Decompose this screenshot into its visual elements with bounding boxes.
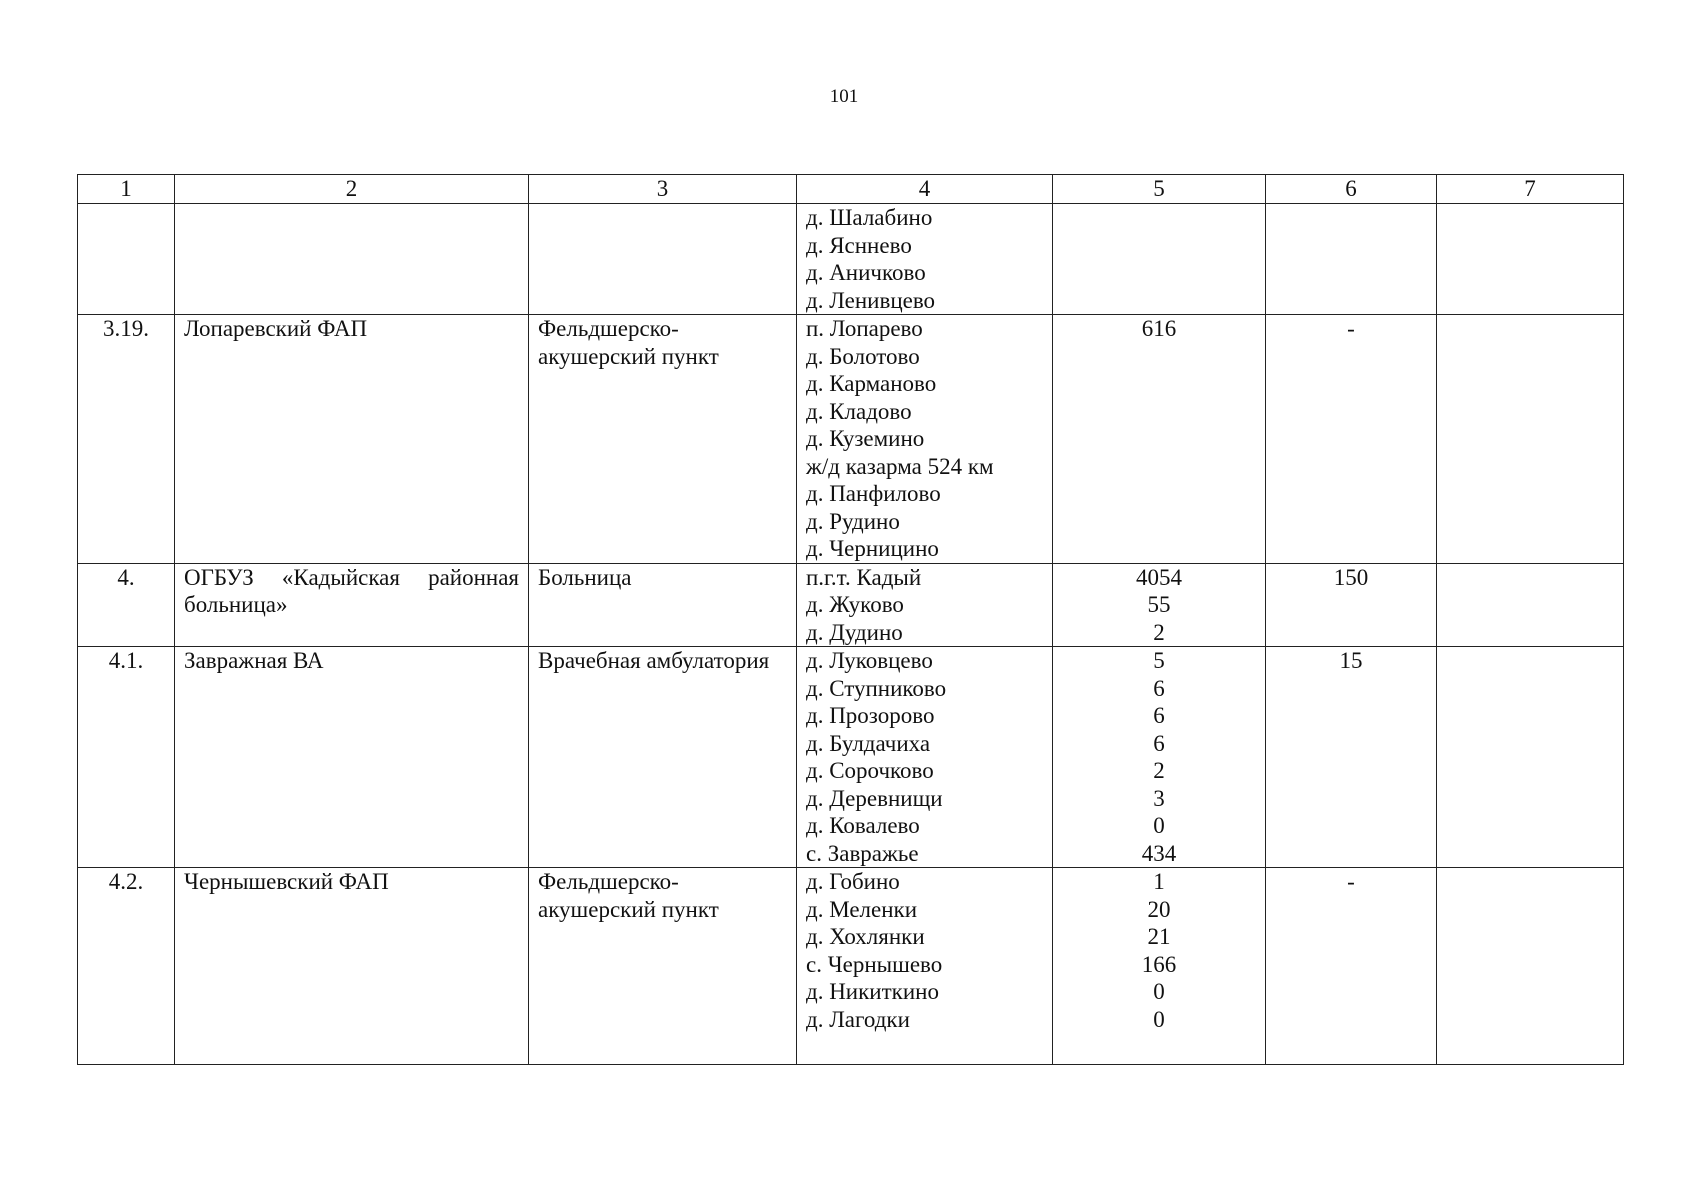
population-cell <box>1053 647 1266 868</box>
column-header-4: 4 <box>797 175 1053 204</box>
settlement-name: д. Карманово <box>806 371 937 396</box>
facility-type-line: акушерский пункт <box>538 343 719 369</box>
settlement-name: д. Жуково <box>806 592 904 617</box>
population-value: 166 <box>1141 951 1177 977</box>
facilities-table <box>77 174 1624 1065</box>
population-value: 21 <box>1147 924 1171 949</box>
notes-cell <box>1437 868 1624 1065</box>
settlements-cell <box>797 563 1053 647</box>
population-value: 0 <box>1153 1006 1165 1032</box>
facility-type <box>529 868 797 1065</box>
settlement-name: с. Завражье <box>806 840 919 866</box>
settlement-name: д. Рудино <box>806 508 900 534</box>
settlement-name: д. Лагодки <box>806 1006 910 1032</box>
population-value: 0 <box>1153 979 1165 1004</box>
settlement-name: д. Никиткино <box>806 979 939 1004</box>
column-header-1: 1 <box>78 175 175 204</box>
settlement-name: д. Прозорово <box>806 703 935 728</box>
notes-cell <box>1437 647 1624 868</box>
facility-type <box>529 315 797 564</box>
population-value: 1 <box>1153 869 1165 894</box>
facility-type <box>529 563 797 647</box>
settlements-cell <box>797 315 1053 564</box>
population-cell <box>1053 315 1266 564</box>
facility-name: Завражная ВА <box>175 647 529 868</box>
facility-name: Чернышевский ФАП <box>175 868 529 1065</box>
population-value: 55 <box>1147 592 1171 617</box>
population-value: 3 <box>1153 785 1165 811</box>
settlement-name: д. Хохлянки <box>806 924 925 949</box>
row-number <box>78 204 175 315</box>
population-value: 4054 <box>1136 564 1182 590</box>
settlement-name: д. Меленки <box>806 896 918 922</box>
header-row <box>78 175 1624 204</box>
settlement-name: д. Дудино <box>806 619 903 645</box>
settlement-name: д. Кладово <box>806 398 912 424</box>
notes-cell <box>1437 563 1624 647</box>
beds-count: 15 <box>1266 647 1437 868</box>
population-cell <box>1053 204 1266 315</box>
population-cell <box>1053 563 1266 647</box>
settlement-name: д. Панфилово <box>806 481 941 506</box>
column-header-6: 6 <box>1266 175 1437 204</box>
settlement-name: д. Луковцево <box>806 648 933 673</box>
settlement-name: д. Куземино <box>806 426 925 451</box>
facility-type <box>529 647 797 868</box>
settlement-name: ж/д казарма 524 км <box>806 453 994 479</box>
settlement-name: д. Деревнищи <box>806 785 943 811</box>
facility-type-line: Больница <box>538 564 632 590</box>
row-number: 4.1. <box>78 647 175 868</box>
beds-count: - <box>1266 868 1437 1065</box>
facility-type-line: акушерский пункт <box>538 896 719 922</box>
settlement-name: п. Лопарево <box>806 316 923 341</box>
facility-type-line: Врачебная амбулатория <box>538 648 770 673</box>
settlement-name: с. Чернышево <box>806 951 943 977</box>
population-value: 0 <box>1153 813 1165 838</box>
population-value: 6 <box>1153 730 1165 756</box>
facility-type-line: Фельдшерско- <box>538 869 679 894</box>
settlement-name: д. Булдачиха <box>806 730 931 756</box>
table-row <box>78 315 1624 564</box>
notes-cell <box>1437 204 1624 315</box>
settlement-name: д. Яснневo <box>806 232 912 258</box>
settlements-cell <box>797 647 1053 868</box>
settlement-name: д. Болотово <box>806 343 920 369</box>
facility-type-line: Фельдшерско- <box>538 316 679 341</box>
facility-name <box>175 204 529 315</box>
row-number: 4.2. <box>78 868 175 1065</box>
beds-count <box>1266 204 1437 315</box>
population-value: 434 <box>1141 840 1177 866</box>
population-value: 20 <box>1147 896 1171 922</box>
population-value: 5 <box>1153 648 1165 673</box>
population-cell <box>1053 868 1266 1065</box>
column-header-2: 2 <box>175 175 529 204</box>
facility-name: ОГБУЗ «Кадыйская районная больница» <box>175 563 529 647</box>
population-value: 6 <box>1153 703 1165 728</box>
table-row <box>78 563 1624 647</box>
page-number: 101 <box>829 86 859 107</box>
table-row <box>78 204 1624 315</box>
column-header-7: 7 <box>1437 175 1624 204</box>
table-row <box>78 868 1624 1065</box>
column-header-3: 3 <box>529 175 797 204</box>
population-value: 6 <box>1153 675 1165 701</box>
settlement-name: д. Гобино <box>806 869 900 894</box>
facility-name: Лопаревский ФАП <box>175 315 529 564</box>
settlement-name: д. Черницино <box>806 536 939 561</box>
row-number: 3.19. <box>78 315 175 564</box>
population-value: 616 <box>1141 316 1177 341</box>
table-row <box>78 647 1624 868</box>
notes-cell <box>1437 315 1624 564</box>
settlement-name: д. Ковалево <box>806 813 920 838</box>
settlements-cell <box>797 868 1053 1065</box>
population-value: 2 <box>1153 619 1165 645</box>
settlement-name: д. Ступниково <box>806 675 947 701</box>
settlement-name: п.г.т. Кадый <box>806 564 922 590</box>
settlement-name: д. Аничково <box>806 260 926 285</box>
beds-count: 150 <box>1266 563 1437 647</box>
row-number: 4. <box>78 563 175 647</box>
population-value: 2 <box>1153 758 1165 783</box>
settlement-name: д. Сорочково <box>806 758 934 783</box>
beds-count: - <box>1266 315 1437 564</box>
facility-type <box>529 204 797 315</box>
settlement-name: д. Ленивцево <box>806 287 936 313</box>
settlement-name: д. Шалабино <box>806 205 933 230</box>
column-header-5: 5 <box>1053 175 1266 204</box>
settlements-cell <box>797 204 1053 315</box>
